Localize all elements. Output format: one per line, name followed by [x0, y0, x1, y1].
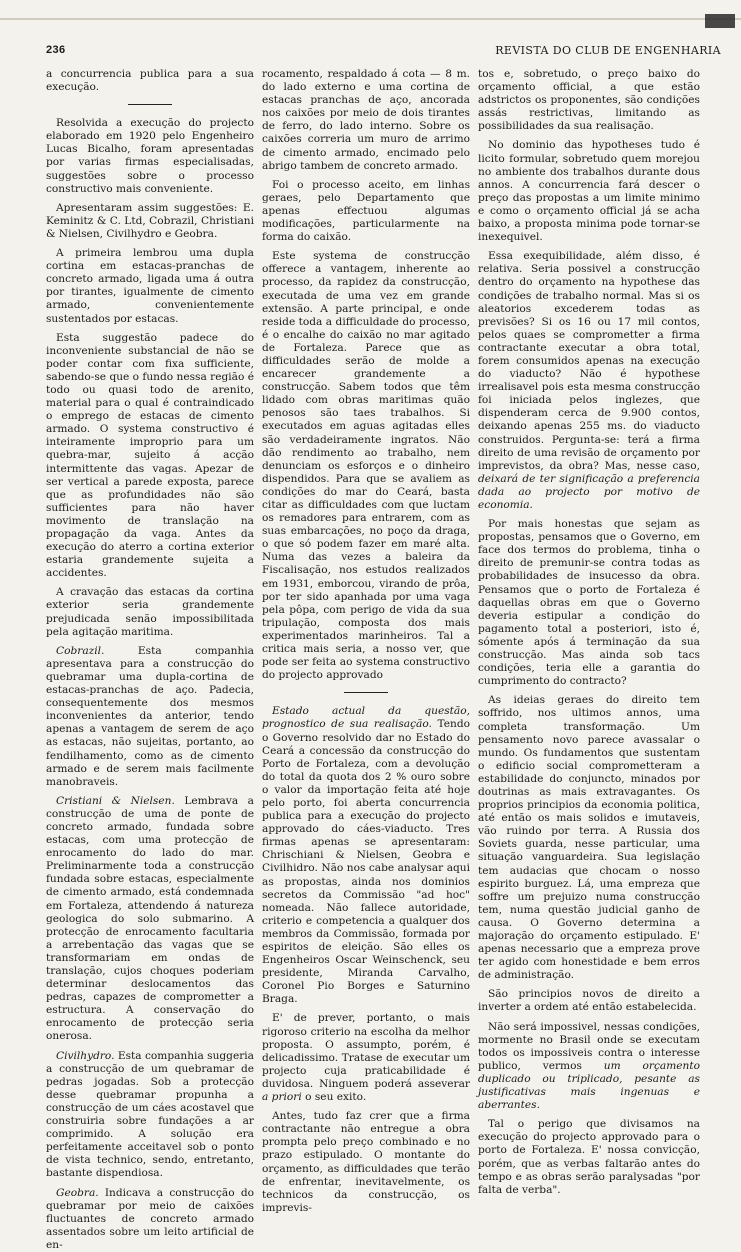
paragraph: No dominio das hypotheses tudo é licito formular, sobretudo quem morejou no ambiente dos trabalhos durante dous annos. A concurrencia fará descer o preço das propostas a um limite minimo e como o orçamento official já se acha baixo, a proposta minima pode tornar-se inexequivel. [478, 139, 700, 244]
paragraph: Resolvida a execução do projecto elaborado em 1920 pelo Engenheiro Lucas Bicalho, foram apresentadas por varias firmas especialisadas, suggestões sobre o processo constructivo mais conveniente. [46, 117, 254, 195]
paragraph-text: Indicava a construcção do quebramar por meio de caixões fluctuantes de concreto armado assentados sobre um leito artificial de en- [46, 1186, 254, 1251]
paragraph-text: Essa exequibilidade, além disso, é relativa. Seria possivel a construcção dentro do orçamento na hypothese das condições de trabalho normal. Mas si os aleatorios excederem todas as previsões? Si os 16 ou 17 mil contos, pelos quaes se comprometter a firma contractante executar a obra total, forem consumidos apenas na execução do viaducto? Não é hypothese irrealisavel pois esta mesma construcção foi iniciada pelos inglezes, que dispenderam cerca de 9.900 contos, deixando apenas 255 ms. do viaducto construidos. Pergunta-se: terá a firma direito de uma revisão de orçamento por imprevistos, da obra? Mas, nesse caso, [478, 250, 700, 472]
paragraph [46, 645, 254, 789]
paragraph-text: Não será impossivel, nessas condições, mormente no Brasil onde se executam todos os impossiveis contra o interesse publico, vermos [478, 1020, 700, 1072]
paragraph-text: o seu exito. [305, 1091, 367, 1104]
run-in-heading: Cristiani & Nielsen. [56, 794, 175, 807]
paragraph-text: Esta companhia apresentava para a construcção do quebramar uma dupla-cortina de estacas-pranchas de aço. Padecia, consequentemente dos mesmos inconvenientes da anterior, tendo apenas a vantagem de serem de aço as estacas, não sujeitas, portanto, ao fendilhamento, como as de cimento armado e de serem mais facilmente manobraveis. [46, 644, 254, 788]
emphasis: deixará de ter significação a preferencia dada ao projecto por motivo de economia. [478, 472, 700, 511]
paragraph-text: Lembrava a construcção de uma de ponte de concreto armado, fundada sobre estacas, com uma protecção de enrocamento do lado do mar. Preliminarmente toda a construcção fundada sobre estacas, especialmente de cimento armado, está condemnada em Fortaleza, attendendo á natureza geologica do solo submarino. A protecção de enrocamento facultaria a arrebentação das vagas que se transformariam em ondas de translação, cujos choques poderiam determinar deslocamentos das pedras, capazes de comprometter a estructura. A conservação do enrocamento de protecção seria onerosa. [46, 794, 254, 1043]
run-in-heading: Geobra. [56, 1186, 99, 1199]
page-header [46, 44, 721, 58]
scan-corner-mark [705, 14, 735, 28]
paragraph [46, 1187, 254, 1252]
run-in-heading: Cobrazil. [56, 644, 105, 657]
paragraph-text: Esta companhia suggeria a construcção de um quebramar de pedras jogadas. Sob a protecção desse quebramar propunha a construcção de um cáes acostavel que construiria sobre fundações a ar comprimido. A solução era perfeitamente acceitavel sob o ponto de vista technico, sendo, entretanto, bastante dispendiosa. [46, 1049, 254, 1180]
paragraph: Este systema de construcção offerece a vantagem, inherente ao processo, da rapidez da construcção, executada de uma vez em grande extensão. A parte principal, e onde reside toda a difficuldade do processo, é o encalhe do caixão no mar agitado de Fortaleza. Parece que as difficuldades serão de molde a encarecer grandemente a construcção. Sabem todos que têm lidado com obras maritimas quão penosos são taes trabalhos. Si executados em aguas agitadas elles são verdadeiramente ingratos. Não dão rendimento ao trabalho, nem denunciam os esforços e o dinheiro dispendidos. Para que se avaliem as condições do mar do Ceará, basta citar as difficuldades com que luctam os remadores para entrarem, com as suas embarcações, no poço da draga, o que só podem fazer em maré alta. Numa das vezes a baleira da Fiscalisação, nos estudos realizados em 1931, emborcou, virando de prôa, por ter sido apanhada por uma vaga pela pôpa, com perigo de vida da sua tripulação, composta dos mais experimentados marinheiros. Tal a critica mais seria, a nosso ver, que pode ser feita ao systema constructivo do projecto approvado [262, 250, 470, 682]
column-1 [46, 68, 255, 1251]
column-3 [478, 68, 701, 1196]
paragraph: Tal o perigo que divisamos na execução do projecto approvado para o porto de Fortaleza. E' nossa convicção, porém, que as verbas faltarão antes do tempo e as obras serão paralysadas "por falta de verba". [478, 1118, 700, 1196]
run-in-heading: Civilhydro. [56, 1049, 115, 1062]
paragraph [262, 1012, 470, 1104]
paragraph: Esta suggestão padece do inconveniente substancial de não se poder contar com fixa sufficiente, sabendo-se que o fundo nessa região é todo ou quasi todo de arenito, material para o qual é contraindicado o emprego de estacas de cimento armado. O systema constructivo é inteiramente improprio para um quebra-mar, sujeito á acção intermittente das vagas. Apezar de ser vertical a parede exposta, parece que as profundidades não são sufficientes para não haver movimento de translação na propagação da vaga. Antes da execução do aterro a cortina exterior estaria grandemente sujeita a accidentes. [46, 331, 255, 580]
paragraph: São principios novos de direito a inverter a ordem até então estabelecida. [478, 988, 700, 1014]
column-2 [262, 68, 470, 1214]
paragraph: rocamento, respaldado á cota — 8 m. do lado externo e uma cortina de estacas pranchas de aço, ancorada nos caixões por meio de dois tirantes de ferro, do lado interno. Sobre os caixões correria um muro de arrimo de cimento armado, encimado pelo abrigo tambem de concreto armado. [262, 68, 470, 172]
paragraph [46, 1050, 254, 1181]
section-divider [128, 104, 172, 105]
run-in-heading: Estado actual da questão, prognostico de sua realisação. [262, 705, 470, 731]
paragraph [478, 1021, 700, 1113]
paragraph: a concurrencia publica para a sua execução. [46, 68, 254, 94]
scan-edge-line [0, 18, 741, 20]
paragraph: A cravação das estacas da cortina exterior seria grandemente prejudicada senão impossibilitada pela agitação maritima. [46, 586, 254, 638]
paragraph: Por mais honestas que sejam as propostas, pensamos que o Governo, em face dos termos do problema, tinha o direito de premunir-se contra todas as probabilidades de insucesso da obra. Pensamos que o porto de Fortaleza é daquellas obras em que o Governo deveria estipular a condição do pagamento total a posteriori, isto é, sómente após á terminação da sua construcção. Mas ainda sob tacs condições, teria elle a garantia do cumprimento do contracto? [478, 518, 700, 688]
section-divider [344, 692, 388, 693]
paragraph: Apresentaram assim suggestões: E. Keminitz & C. Ltd, Cobrazil, Christiani & Nielsen, Civilhydro e Geobra. [46, 201, 254, 240]
paragraph [262, 705, 470, 1006]
paragraph: tos e, sobretudo, o preço baixo do orçamento official, a que estão adstrictos os proponentes, são condições assás restrictivas, limitando as possibilidades da sua realisação. [478, 68, 700, 133]
paragraph: Foi o processo aceito, em linhas geraes, pelo Departamento que apenas effectuou algumas modificações, particularmente na forma do caixão. [262, 178, 470, 244]
paragraph-text: Tendo o Governo resolvido dar no Estado do Ceará a concessão da construcção do Porto de Fortaleza, com a devolução do total da quota dos 2 % ouro sobre o valor da importação feita até hoje pelo porto, foi aberta concurrencia publica para a execução do projecto approvado do cáes-viaducto. Tres firmas apenas se apresentaram: Chrischiani & Nielsen, Geobra e Civilhidro. Não nos cabe analysar aqui as propostas, ainda nos dominios secretos da Commissão "ad hoc" nomeada. Não fallece autoridade, criterio e competencia a qualquer dos membros da Commissão, formada por espiritos de eleição. São elles os Engenheiros Oscar Weinschenck, seu presidente, Miranda Carvalho, Coronel Pio Borges e Saturnino Braga. [262, 718, 470, 1006]
paragraph: Antes, tudo faz crer que a firma contractante não entregue a obra prompta pelo preço combinado e no prazo estipulado. O montante do orçamento, as difficuldades que terão de enfrentar, inevitavelmente, os technicos da construcção, os imprevis- [262, 1110, 470, 1214]
paragraph: As ideias geraes do direito tem soffrido, nos ultimos annos, uma completa transformação. Um pensamento novo parece avassalar o mundo. Os fundamentos que sustentam o edificio social comprometteram a estabilidade do conjuncto, minados por doutrinas as mais extravagantes. Os proprios principios da economia politica, até então os mais solidos e imutaveis, vão ruindo por terra. A Russia dos Soviets guarda, nesse particular, uma situação vanguardeira. Sua legislação tem audacias que chocam o nosso espirito burguez. Lá, uma empreza que soffre um prejuizo numa construcção tem, numa questão judicial ganho de causa. O Governo determina a majoração do orçamento estipulado. E' apenas necessario que a empreza prove ter agido com honestidade e bem erros de administração. [478, 694, 700, 982]
page-number: 236 [46, 44, 66, 56]
paragraph [46, 795, 254, 1044]
emphasis: um orçamento duplicado ou triplicado, pesante as justificativas mais ingenuas e aberrantes. [478, 1059, 701, 1112]
paragraph: A primeira lembrou uma dupla cortina em estacas-pranchas de concreto armado, ligada uma á outra por tirantes, igualmente de cimento armado, convenientemente sustentados por estacas. [46, 247, 254, 325]
paragraph-text: E' de prever, portanto, o mais rigoroso criterio na escolha da melhor proposta. O assumpto, porém, é delicadissimo. Tratase de executar um projecto cuja praticabilidade é duvidosa. Ninguem poderá asseverar [262, 1012, 470, 1090]
emphasis: a priori [262, 1091, 302, 1104]
paragraph [478, 250, 700, 512]
running-head: REVISTA DO CLUB DE ENGENHARIA [495, 44, 721, 57]
